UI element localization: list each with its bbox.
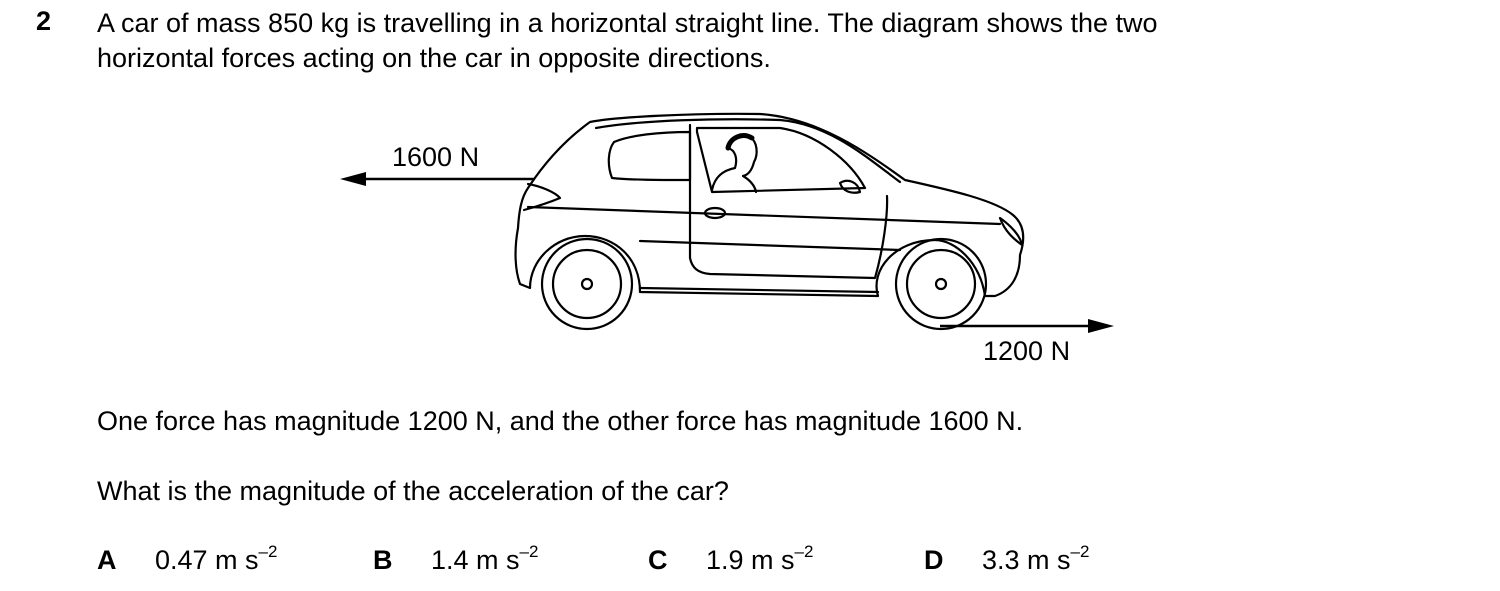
- right-force-arrowhead: [1088, 319, 1114, 333]
- option-letter: B: [373, 545, 393, 575]
- left-force-arrowhead: [340, 172, 366, 186]
- left-force-label: 1600 N: [392, 142, 480, 172]
- option-value: 1.4 m s: [431, 545, 520, 575]
- front-wheel-tyre: [542, 239, 632, 329]
- question-prompt: What is the magnitude of the acceleration of the car?: [97, 476, 729, 506]
- right-force-label: 1200 N: [983, 336, 1071, 366]
- option-exponent: –2: [794, 542, 814, 561]
- rear-wheel-tyre: [896, 239, 986, 329]
- option-value: 0.47 m s: [155, 545, 259, 575]
- car-side-line-1: [528, 207, 1000, 224]
- option-value: 3.3 m s: [982, 545, 1071, 575]
- stem-line-2: horizontal forces acting on the car in opposite directions.: [97, 43, 771, 73]
- statement-text: One force has magnitude 1200 N, and the other force has magnitude 1600 N.: [97, 406, 1024, 436]
- option-letter: C: [648, 545, 668, 575]
- option-d[interactable]: [924, 542, 1089, 576]
- stem-line-1: A car of mass 850 kg is travelling in a horizontal straight line. The diagram shows the two: [97, 8, 1158, 38]
- option-letter: D: [924, 545, 944, 575]
- option-exponent: –2: [1070, 542, 1090, 561]
- question-number: 2: [36, 6, 52, 36]
- rear-wheel-rim: [907, 250, 975, 318]
- option-letter: A: [97, 545, 117, 575]
- rear-wheel-hub: [936, 279, 946, 289]
- option-b[interactable]: [373, 542, 538, 576]
- car-front-window: [609, 132, 690, 180]
- option-c[interactable]: [648, 542, 813, 576]
- car-body-outline: [516, 114, 1024, 296]
- front-wheel-rim: [553, 250, 621, 318]
- driver-hair: [728, 136, 752, 148]
- option-value: 1.9 m s: [706, 545, 795, 575]
- car-sill: [640, 288, 878, 292]
- option-exponent: –2: [258, 542, 278, 561]
- front-wheel-hub: [582, 279, 592, 289]
- car-mirror: [840, 181, 860, 193]
- driver-figure: [712, 135, 757, 192]
- option-a[interactable]: [97, 542, 277, 576]
- option-exponent: –2: [519, 542, 539, 561]
- car-side-line-2: [640, 241, 900, 250]
